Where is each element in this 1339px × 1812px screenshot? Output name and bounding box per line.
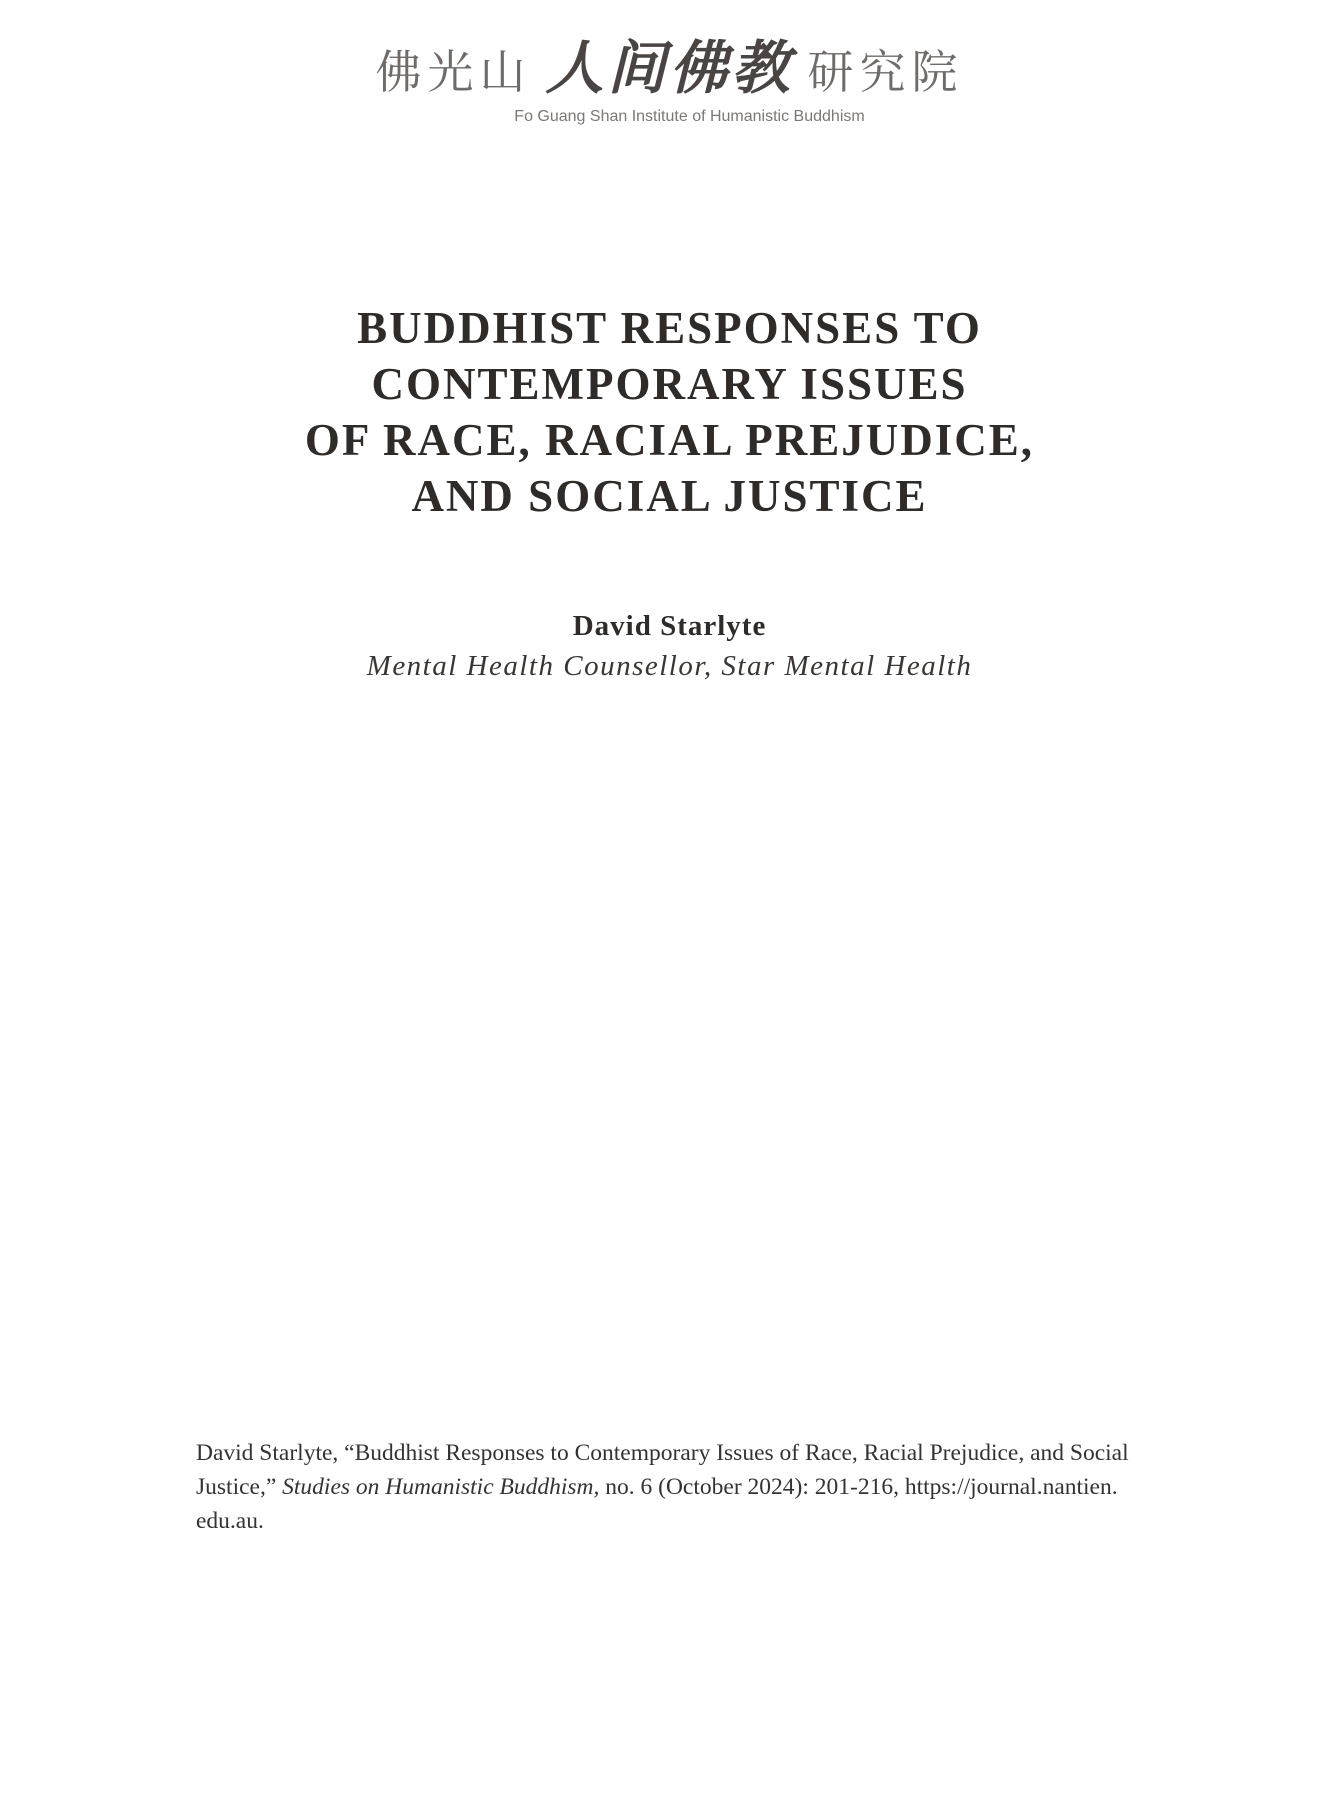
citation-footnote <box>196 1436 1176 1538</box>
author-name: David Starlyte <box>572 610 767 642</box>
title-line: OF RACE, RACIAL PREJUDICE, <box>304 415 1035 465</box>
institute-header <box>0 34 1339 126</box>
title-line: AND SOCIAL JUSTICE <box>411 471 928 521</box>
citation-journal: Studies on Humanistic Buddhism, <box>282 1474 600 1500</box>
title-line: BUDDHIST RESPONSES TO <box>357 303 982 353</box>
citation-details: no. 6 (October 2024): 201-216, https://journal.nantien. edu.au. <box>196 1474 1118 1534</box>
citation-text: David Starlyte, “Buddhist Responses to Contemporary Issues of Race, Racial Prejudice, and Social Justice,” <box>196 1440 1129 1500</box>
logo-cn-right: 研究院 <box>807 45 964 99</box>
paper-title <box>0 300 1339 524</box>
logo-cn-left: 佛光山 <box>375 45 532 99</box>
logo-cn-calligraphy: 人间佛教 <box>545 34 794 102</box>
title-line: CONTEMPORARY ISSUES <box>371 359 968 409</box>
institute-name-english: Fo Guang Shan Institute of Humanistic Buddhism <box>514 108 865 125</box>
author-affiliation: Mental Health Counsellor, Star Mental Health <box>366 650 973 682</box>
institute-logo <box>0 34 1339 102</box>
